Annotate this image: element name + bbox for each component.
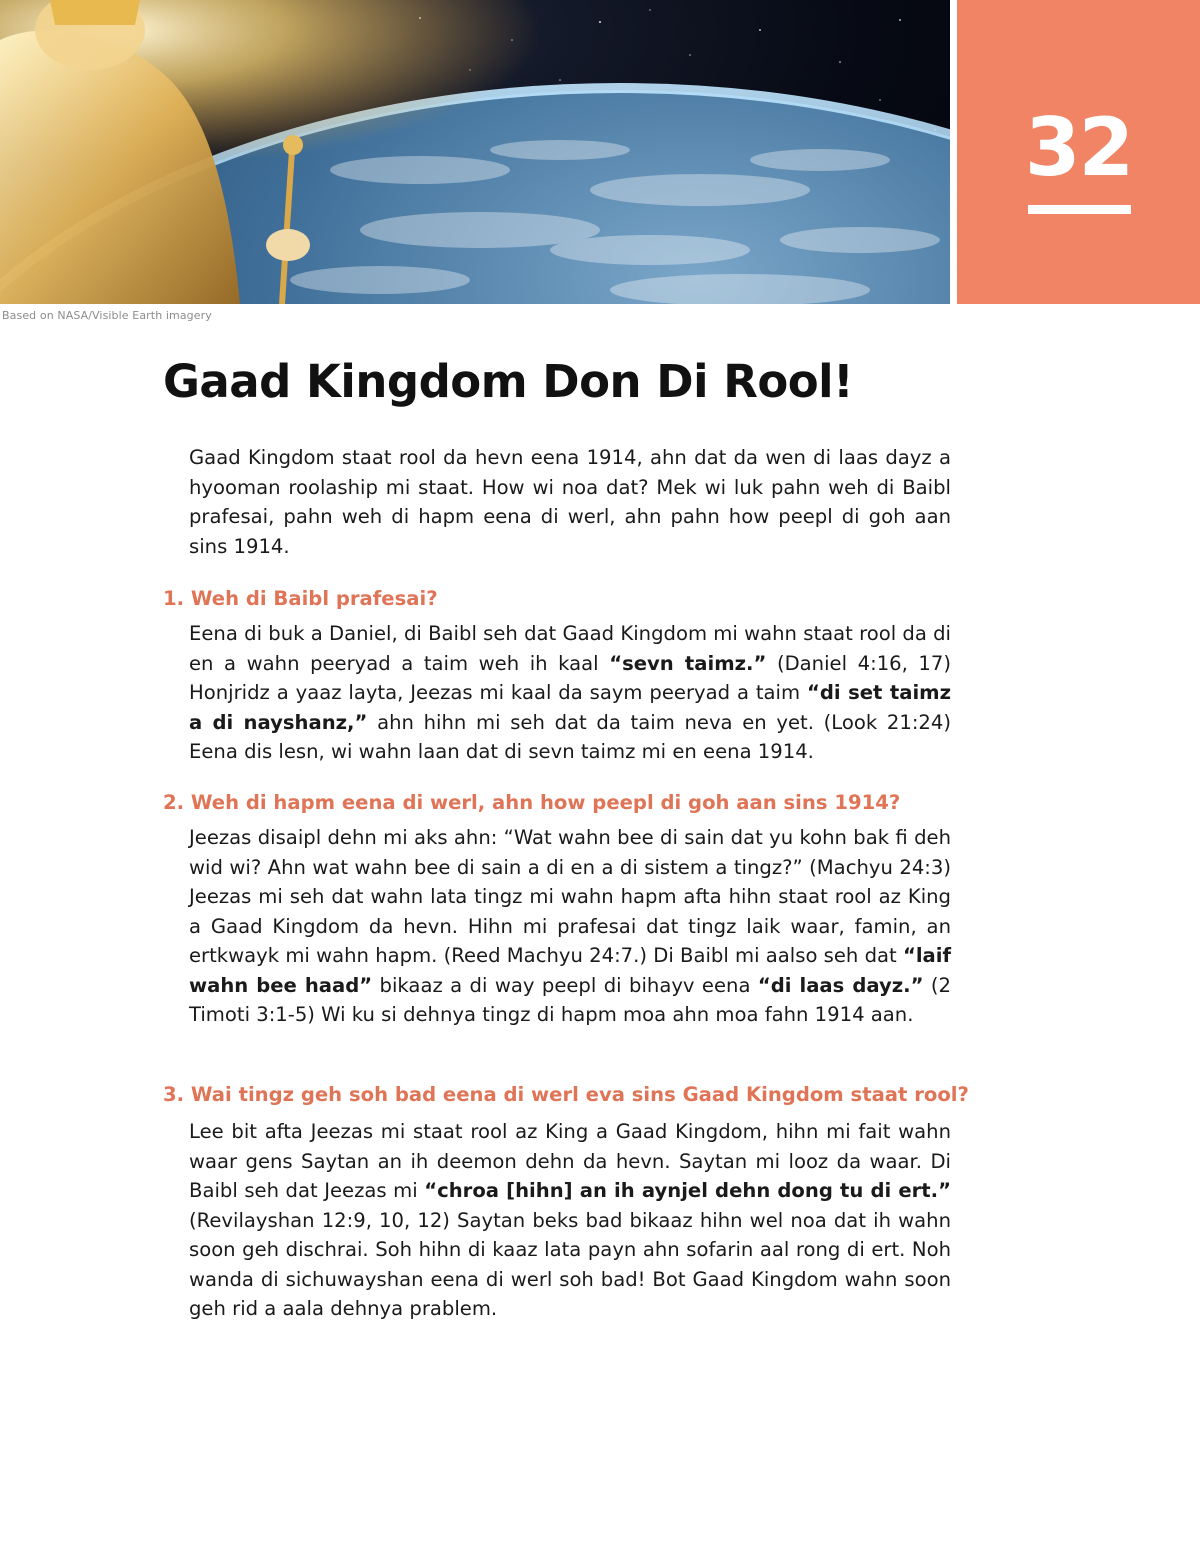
quote-chroa-hihn: “chroa [hihn] an ih aynjel dehn dong tu di ert.” xyxy=(424,1179,951,1202)
image-credit: Based on NASA/Visible Earth imagery xyxy=(2,309,212,322)
section-2-paragraph: Jeezas disaipl dehn mi aks ahn: “Wat wahn bee di sain dat yu kohn bak fi deh wid wi? Ahn wat wahn bee di sain a di en a di sistem a tingz?” (Machyu 24:3) Jeezas mi seh dat wahn lata tingz mi wahn hapm afta hihn staat rool az King a Gaad Kingdom da hevn. Hihn mi prafesai dat tingz laik waar, famin, an ertkwayk mi wahn hapm. (Reed Machyu 24:7.) Di Baibl mi aalso seh dat “laif wahn bee haad” bikaaz a di way peepl di bihayv eena “di laas dayz.” (2 Timoti 3:1-5) Wi ku si dehnya tingz di hapm moa ahn moa fahn 1914 aan. xyxy=(189,826,951,1026)
section-1-question: 1. Weh di Baibl prafesai? xyxy=(163,587,438,610)
hero-image xyxy=(0,0,950,304)
section-3-question: 3. Wai tingz geh soh bad eena di werl eva sins Gaad Kingdom staat rool? xyxy=(163,1083,969,1106)
quote-set-taimz: “di set taimz a di nayshanz,” xyxy=(189,681,952,734)
quote-laif-haad: “laif wahn bee haad” xyxy=(189,944,951,997)
lesson-number: 32 xyxy=(1024,101,1133,194)
intro-paragraph: Gaad Kingdom staat rool da hevn eena 1914, ahn dat da wen di laas dayz a hyooman roolaship mi staat. How wi noa dat? Mek wi luk pahn weh di Baibl prafesai, pahn weh di hapm eena di werl, ahn pahn how peepl di goh aan sins 1914. xyxy=(189,446,951,558)
lesson-number-box xyxy=(957,0,1200,304)
lesson-number-underline xyxy=(1028,205,1131,214)
section-1-paragraph: Eena di buk a Daniel, di Baibl seh dat Gaad Kingdom mi wahn staat rool da di en a wahn peeryad a taim weh ih kaal “sevn taimz.” (Daniel 4:16, 17) Honjridz a yaaz layta, Jeezas mi kaal da saym peeryad a taim “di set taimz a di nayshanz,” ahn hihn mi seh dat da taim neva en yet. (Look 21:24) Eena dis lesn, wi wahn laan dat di sevn taimz mi en eena 1914. xyxy=(189,622,952,763)
king-over-earth-illustration xyxy=(0,0,950,304)
section-3-paragraph: Lee bit afta Jeezas mi staat rool az King a Gaad Kingdom, hihn mi fait wahn waar gens Saytan an ih deemon dehn da hevn. Saytan mi looz da waar. Di Baibl seh dat Jeezas mi “chroa [hihn] an ih aynjel dehn dong tu di ert.” (Revilayshan 12:9, 10, 12) Saytan beks bad bikaaz hihn wel noa dat ih wahn soon geh dischrai. Soh hihn di kaaz lata payn ahn sofarin aal rong di ert. Noh wanda di sichuwayshan eena di werl soh bad! Bot Gaad Kingdom wahn soon geh rid a aala dehnya prablem. xyxy=(189,1120,951,1320)
page-title: Gaad Kingdom Don Di Rool! xyxy=(163,355,854,408)
section-2-question: 2. Weh di hapm eena di werl, ahn how peepl di goh aan sins 1914? xyxy=(163,791,901,814)
quote-laas-dayz: “di laas dayz.” xyxy=(757,973,924,997)
quote-sevn-taimz: “sevn taimz.” xyxy=(609,651,767,675)
